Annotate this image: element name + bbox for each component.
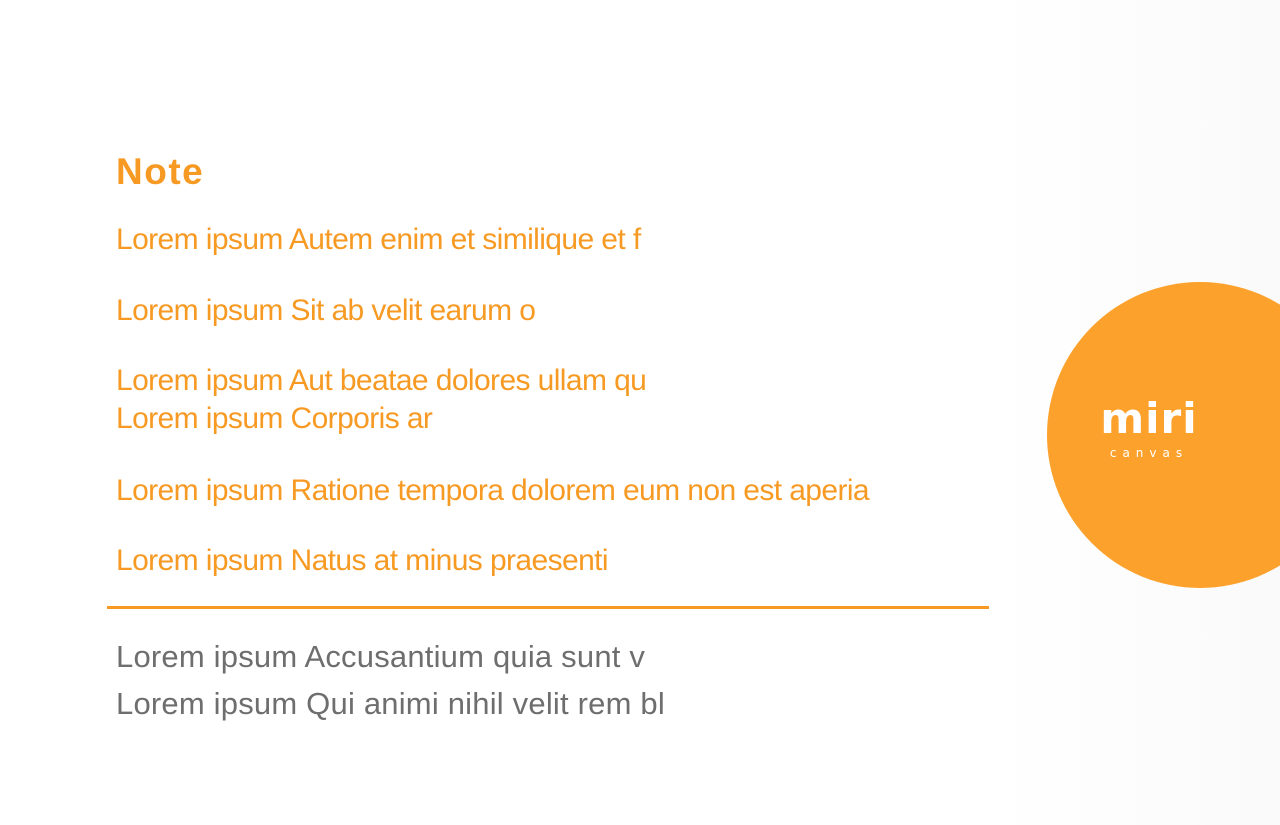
note-line-2: Lorem ipsum Sit ab velit earum o: [116, 294, 536, 327]
note-line-5: Lorem ipsum Ratione tempora dolorem eum non est aperia: [116, 474, 870, 507]
note-title: Note: [116, 151, 205, 192]
note-line-3: Lorem ipsum Aut beatae dolores ullam qu: [116, 364, 647, 397]
note-line-6: Lorem ipsum Natus at minus praesenti: [116, 544, 608, 577]
note-line-1: Lorem ipsum Autem enim et similique et f: [116, 223, 641, 256]
note-line-4: Lorem ipsum Corporis ar: [116, 402, 433, 435]
section-divider: [107, 606, 989, 609]
logo-subtitle: canvas: [1109, 446, 1189, 460]
logo-wordmark: miri: [1100, 394, 1198, 443]
footer-line-1: Lorem ipsum Accusantium quia sunt v: [116, 639, 646, 674]
footer-line-2: Lorem ipsum Qui animi nihil velit rem bl: [116, 686, 665, 721]
